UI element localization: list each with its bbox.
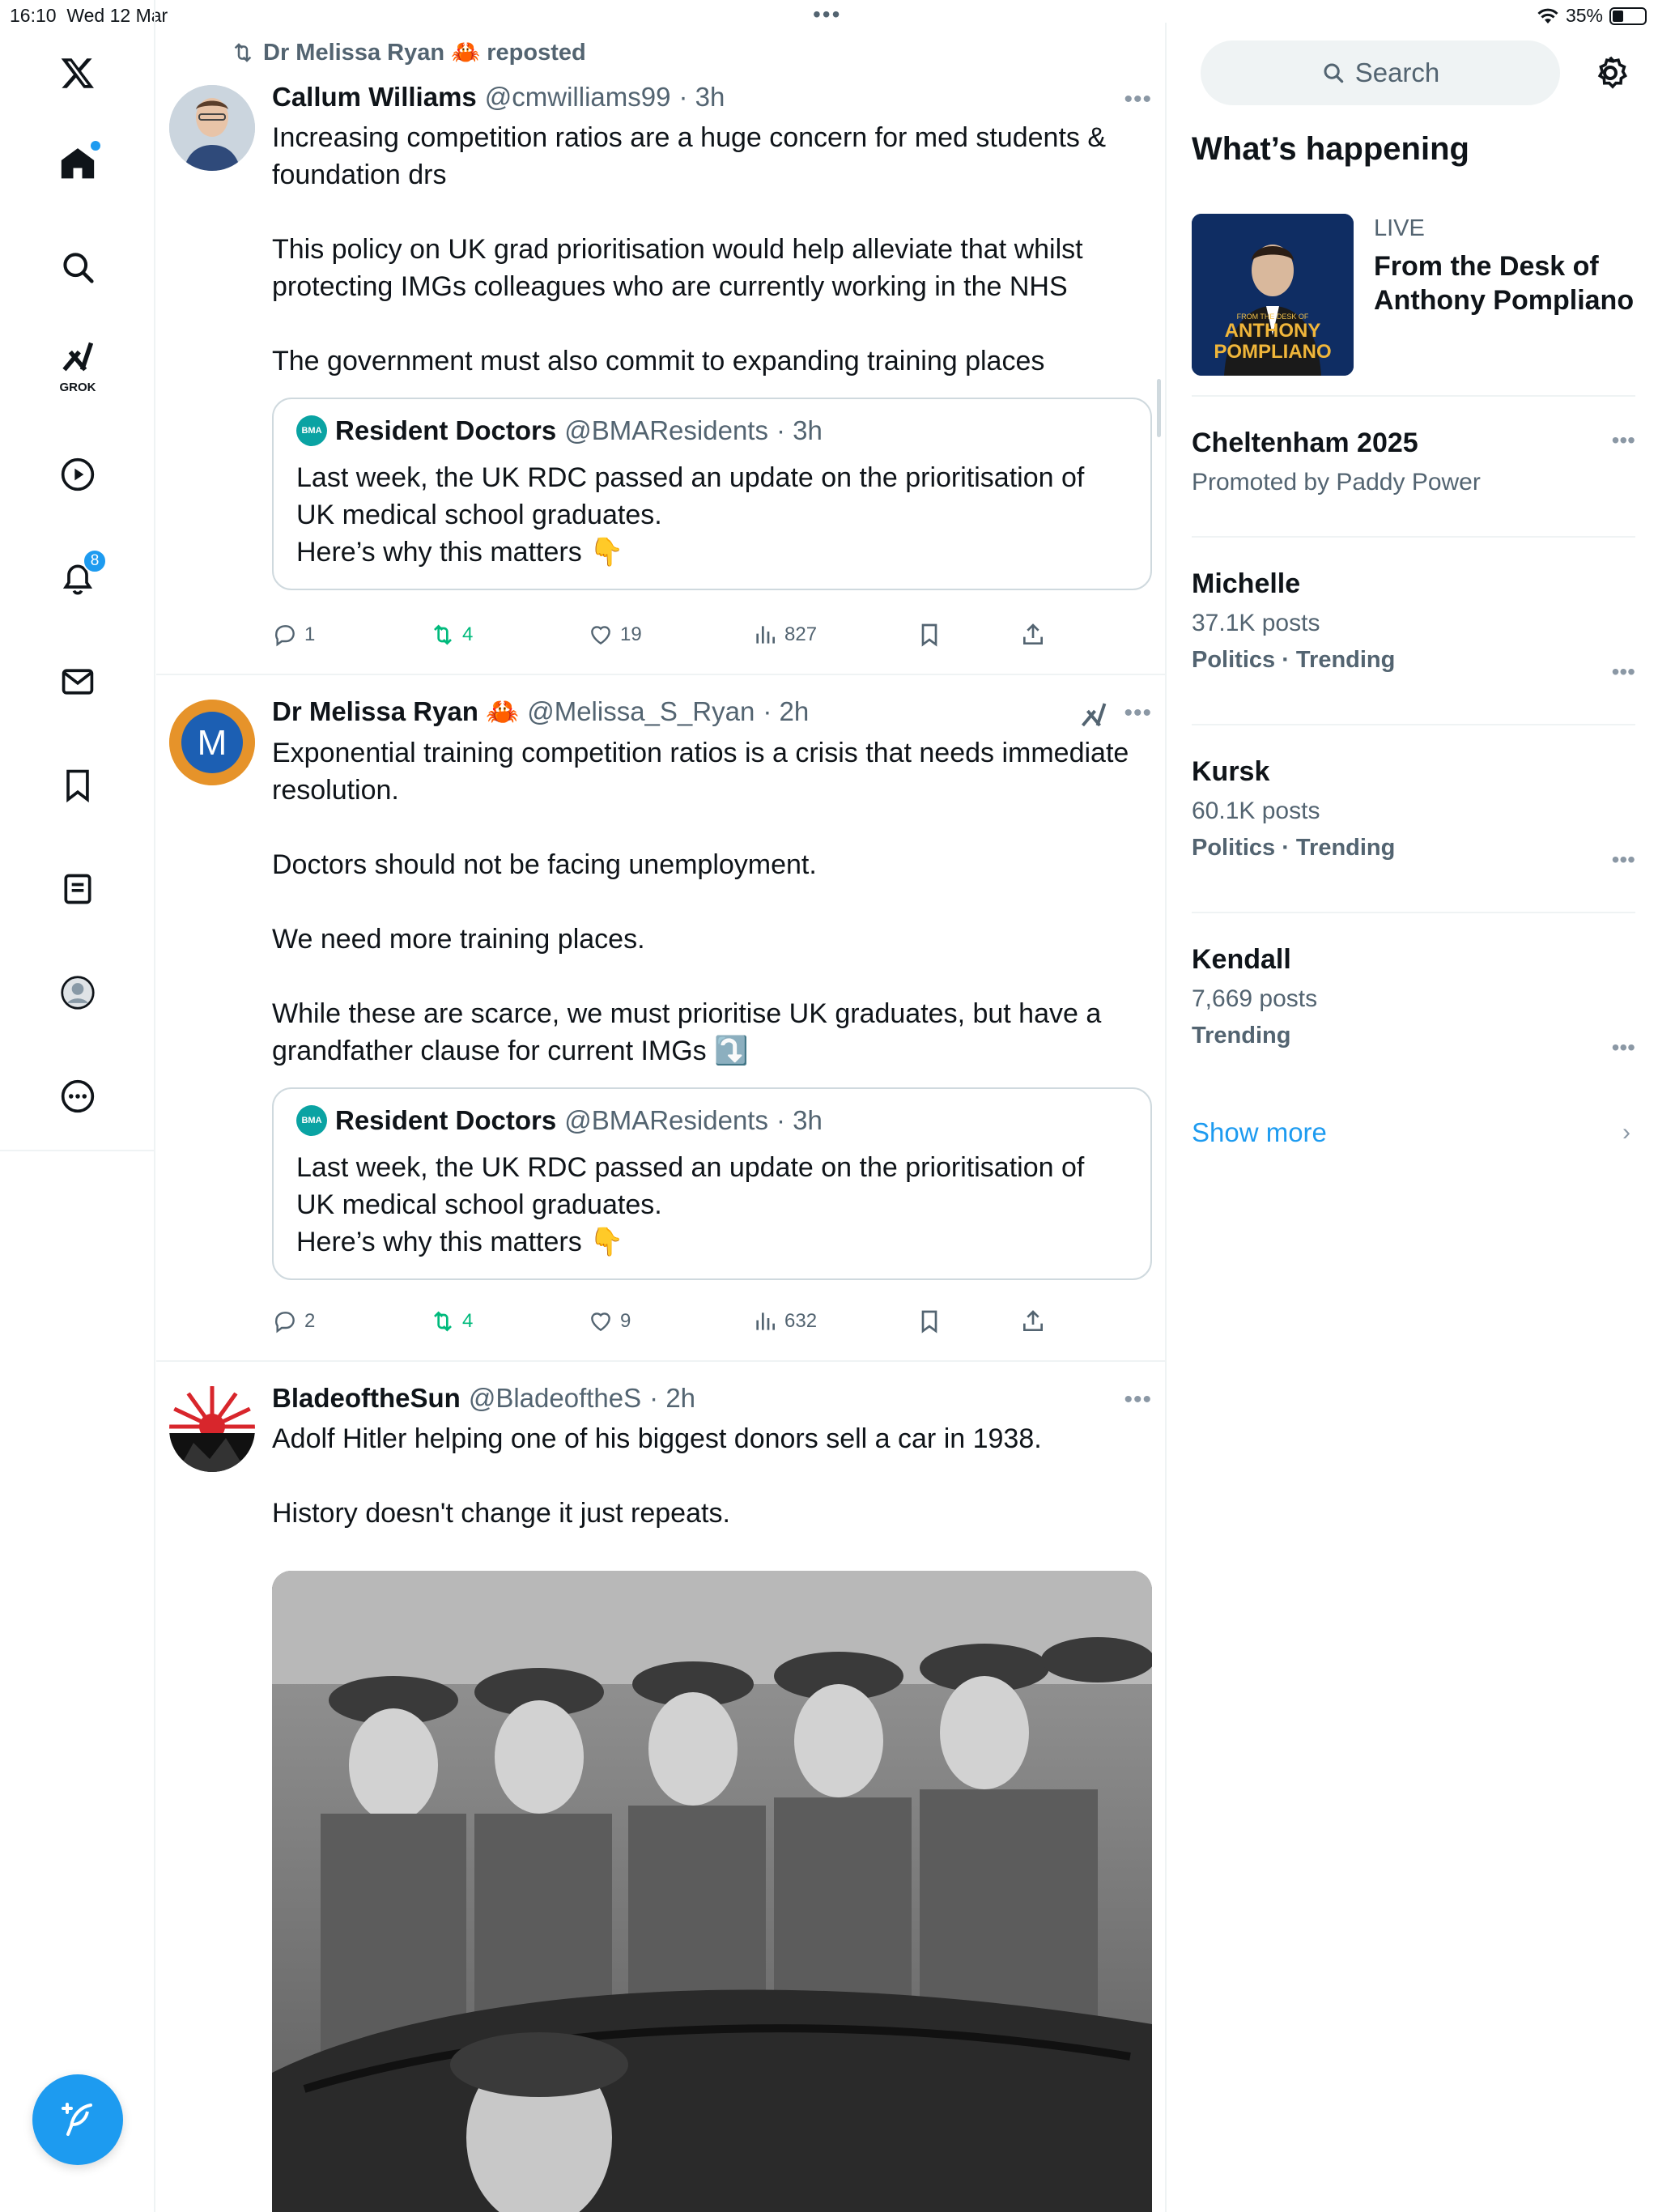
tweet-header: [272, 82, 1152, 113]
quoted-tweet-text: [296, 459, 1128, 571]
tweet-paragraph: We need more training places.: [272, 924, 645, 955]
quoted-text-line: Last week, the UK RDC passed an update on the prioritisation of UK medical school graduates.: [296, 1152, 1085, 1220]
heart-icon: [588, 622, 614, 648]
notifications-badge: 8: [83, 549, 107, 573]
quoted-post-time: · 3h: [776, 415, 823, 445]
repost-count: 4: [462, 1310, 474, 1332]
trend-name: Michelle: [1192, 568, 1301, 599]
trend-name: Kendall: [1192, 944, 1291, 975]
reply-icon: [272, 1308, 298, 1334]
grok-explain-icon[interactable]: [1079, 701, 1108, 730]
thumb-big-text-2: POMPLIANO: [1214, 341, 1332, 363]
quoted-post-time: · 3h: [776, 1105, 823, 1135]
grok-label: GROK: [59, 381, 96, 394]
quoted-author-handle: @BMAResidents: [564, 415, 768, 445]
tweet-paragraph: This policy on UK grad prioritisation would help alleviate that whilst protecting IMGs colleagues who are currently working in the NHS: [272, 234, 1083, 302]
tweet-more-icon[interactable]: •••: [1124, 700, 1152, 726]
tweet-callum-williams[interactable]: [156, 23, 1167, 675]
trend-category: Politics · Trending: [1192, 835, 1396, 861]
like-button[interactable]: [588, 1304, 631, 1339]
divider: [1192, 724, 1635, 725]
tweet-actions: [272, 1304, 1082, 1339]
messages-envelope-icon[interactable]: [45, 649, 110, 714]
bookmark-icon: [916, 622, 942, 648]
show-more-label: Show more: [1192, 1117, 1327, 1147]
tweet-paragraph: History doesn't change it just repeats.: [272, 1498, 730, 1529]
views-button[interactable]: [752, 1304, 817, 1339]
compose-feather-icon: [58, 2100, 97, 2139]
author-name[interactable]: Callum Williams: [272, 82, 477, 112]
tweet-melissa-ryan[interactable]: [156, 675, 1167, 1362]
trend-more-icon[interactable]: •••: [1611, 1035, 1635, 1060]
repost-indicator: [231, 39, 586, 66]
reply-button[interactable]: [272, 1304, 315, 1339]
trend-more-icon[interactable]: •••: [1611, 659, 1635, 684]
lists-icon[interactable]: [45, 857, 110, 921]
share-button[interactable]: [1020, 617, 1046, 653]
views-chart-icon: [752, 622, 778, 648]
tweet-content: [272, 82, 1152, 590]
quoted-tweet-text: [296, 1149, 1128, 1261]
tweet-bladeofthesun[interactable]: [156, 1362, 1167, 2212]
tweet-paragraph: Exponential training competition ratios is a crisis that needs immediate resolution.: [272, 738, 1129, 806]
share-button[interactable]: [1020, 1304, 1046, 1339]
tweet-paragraph: The government must also commit to expanding training places: [272, 346, 1045, 376]
avatar-melissa-ryan[interactable]: [169, 700, 255, 785]
quoted-tweet[interactable]: [272, 1087, 1152, 1280]
nav-divider: [0, 1150, 155, 1151]
share-icon: [1020, 622, 1046, 648]
repost-icon: [430, 622, 456, 648]
video-play-icon[interactable]: [45, 442, 110, 507]
quoted-tweet-header: [296, 1105, 1128, 1136]
bookmark-button[interactable]: [916, 1304, 942, 1339]
trend-item[interactable]: [1192, 568, 1635, 684]
repost-icon: [231, 40, 255, 65]
quoted-author-avatar: BMA: [296, 415, 327, 446]
author-handle[interactable]: @cmwilliams99: [484, 82, 671, 112]
like-button[interactable]: [588, 617, 642, 653]
notifications-bell-icon[interactable]: [45, 546, 110, 610]
author-handle[interactable]: @BladeoftheS: [468, 1383, 642, 1413]
trend-name: Kursk: [1192, 756, 1270, 787]
trend-name: Cheltenham 2025: [1192, 428, 1418, 458]
explore-search-icon[interactable]: [45, 235, 110, 300]
more-options-icon[interactable]: [45, 1064, 110, 1129]
tweet-content: [272, 1383, 1152, 1532]
quoted-author-name: Resident Doctors: [335, 415, 557, 445]
status-time: 16:10 Wed 12 Mar: [10, 5, 168, 26]
post-time[interactable]: · 3h: [678, 82, 725, 112]
author-handle[interactable]: @Melissa_S_Ryan: [527, 696, 755, 726]
trend-category: Trending: [1192, 1023, 1291, 1049]
tweet-photo[interactable]: [272, 1571, 1152, 2212]
search-placeholder: Search: [1354, 57, 1440, 87]
chevron-right-icon: ›: [1622, 1119, 1630, 1146]
right-sidebar: [1168, 32, 1658, 2212]
tweet-paragraph: While these are scarce, we must prioritise UK graduates, but have a grandfather clause for current IMGs ⤵️: [272, 998, 1102, 1066]
avatar-letter: M: [197, 723, 227, 763]
tweet-paragraph: Doctors should not be facing unemployment.: [272, 849, 817, 880]
live-thumbnail[interactable]: [1192, 214, 1354, 376]
trend-category: Politics · Trending: [1192, 647, 1396, 673]
tweet-content: [272, 696, 1152, 1280]
post-time[interactable]: · 2h: [763, 696, 810, 726]
divider: [1192, 395, 1635, 397]
repost-label: Dr Melissa Ryan 🦀 reposted: [263, 40, 586, 66]
settings-gear-icon[interactable]: [1591, 53, 1630, 92]
profile-avatar-icon[interactable]: [45, 960, 110, 1025]
quoted-text-line: Last week, the UK RDC passed an update on the prioritisation of UK medical school graduates.: [296, 462, 1085, 530]
author-name[interactable]: BladeoftheSun: [272, 1383, 461, 1413]
quoted-tweet-header: [296, 415, 1128, 446]
divider: [1192, 536, 1635, 538]
heart-icon: [588, 1308, 614, 1334]
tweet-paragraph: Increasing competition ratios are a huge concern for med students & foundation drs: [272, 122, 1107, 190]
status-right: [1537, 5, 1647, 27]
photo-placeholder: [272, 1571, 1152, 2212]
reply-button[interactable]: [272, 617, 315, 653]
multitasking-dots[interactable]: •••: [813, 2, 842, 27]
tweet-text: [272, 119, 1152, 380]
quoted-text-line: Here’s why this matters 👇: [296, 1227, 624, 1257]
left-navigation: [0, 0, 155, 2212]
compose-post-button[interactable]: [32, 2074, 123, 2165]
reply-icon: [272, 622, 298, 648]
bookmark-icon: [916, 1308, 942, 1334]
post-time[interactable]: · 2h: [649, 1383, 696, 1413]
live-title[interactable]: From the Desk of Anthony Pompliano: [1374, 251, 1635, 316]
tweet-more-icon[interactable]: •••: [1124, 86, 1152, 113]
trend-more-icon[interactable]: •••: [1611, 428, 1635, 453]
tweet-actions: [272, 617, 1082, 653]
trend-subtext: Promoted by Paddy Power: [1192, 469, 1481, 496]
repost-button[interactable]: [430, 1304, 473, 1339]
reply-count: 2: [304, 1310, 316, 1332]
repost-button[interactable]: [430, 617, 473, 653]
quoted-author-handle: @BMAResidents: [564, 1105, 768, 1135]
trend-post-count: 60.1K posts: [1192, 798, 1320, 824]
home-icon[interactable]: [45, 131, 110, 196]
bookmarks-icon[interactable]: [45, 753, 110, 818]
quoted-tweet[interactable]: [272, 398, 1152, 590]
search-input[interactable]: [1201, 40, 1560, 105]
author-name[interactable]: Dr Melissa Ryan 🦀: [272, 696, 520, 726]
view-count: 632: [784, 1310, 818, 1332]
quoted-author-avatar: BMA: [296, 1105, 327, 1136]
trend-post-count: 37.1K posts: [1192, 610, 1320, 636]
grok-icon[interactable]: [45, 334, 110, 398]
wifi-icon: [1537, 7, 1559, 25]
tweet-text: [272, 734, 1152, 1070]
trend-item[interactable]: [1192, 428, 1635, 496]
tweet-more-icon[interactable]: •••: [1124, 1386, 1152, 1413]
home-unread-dot: [91, 141, 100, 151]
timeline: [156, 23, 1167, 2212]
trend-more-icon[interactable]: •••: [1611, 847, 1635, 872]
avatar-callum-williams[interactable]: [169, 85, 255, 171]
trend-post-count: 7,669 posts: [1192, 985, 1318, 1012]
trend-item[interactable]: [1192, 944, 1635, 1060]
like-count: 9: [620, 1310, 631, 1332]
search-icon: [1321, 61, 1346, 85]
tweet-paragraph: Adolf Hitler helping one of his biggest donors sell a car in 1938.: [272, 1423, 1042, 1454]
divider: [1192, 912, 1635, 913]
trend-item[interactable]: [1192, 756, 1635, 872]
live-label: LIVE: [1374, 215, 1425, 241]
views-chart-icon: [752, 1308, 778, 1334]
bookmark-button[interactable]: [916, 617, 942, 653]
repost-count: 4: [462, 623, 474, 645]
avatar-bladeofthesun[interactable]: [169, 1386, 255, 1472]
x-logo-icon[interactable]: [45, 40, 110, 105]
tweet-text: [272, 1420, 1152, 1532]
views-button[interactable]: [752, 617, 817, 653]
view-count: 827: [784, 623, 818, 645]
repost-icon: [430, 1308, 456, 1334]
show-more-link[interactable]: [1192, 1117, 1635, 1148]
battery-percent: 35%: [1565, 5, 1603, 26]
battery-icon: [1609, 7, 1647, 25]
quoted-text-line: Here’s why this matters 👇: [296, 537, 624, 568]
reply-count: 1: [304, 623, 316, 645]
thumb-big-text-1: ANTHONY: [1224, 320, 1321, 342]
quoted-author-name: Resident Doctors: [335, 1105, 557, 1135]
share-icon: [1020, 1308, 1046, 1334]
like-count: 19: [620, 623, 642, 645]
thumb-small-text: FROM THE DESK OF: [1236, 313, 1309, 321]
tweet-header: [272, 1383, 1152, 1414]
tweet-header: [272, 696, 1152, 728]
whats-happening-title: What’s happening: [1192, 131, 1469, 167]
